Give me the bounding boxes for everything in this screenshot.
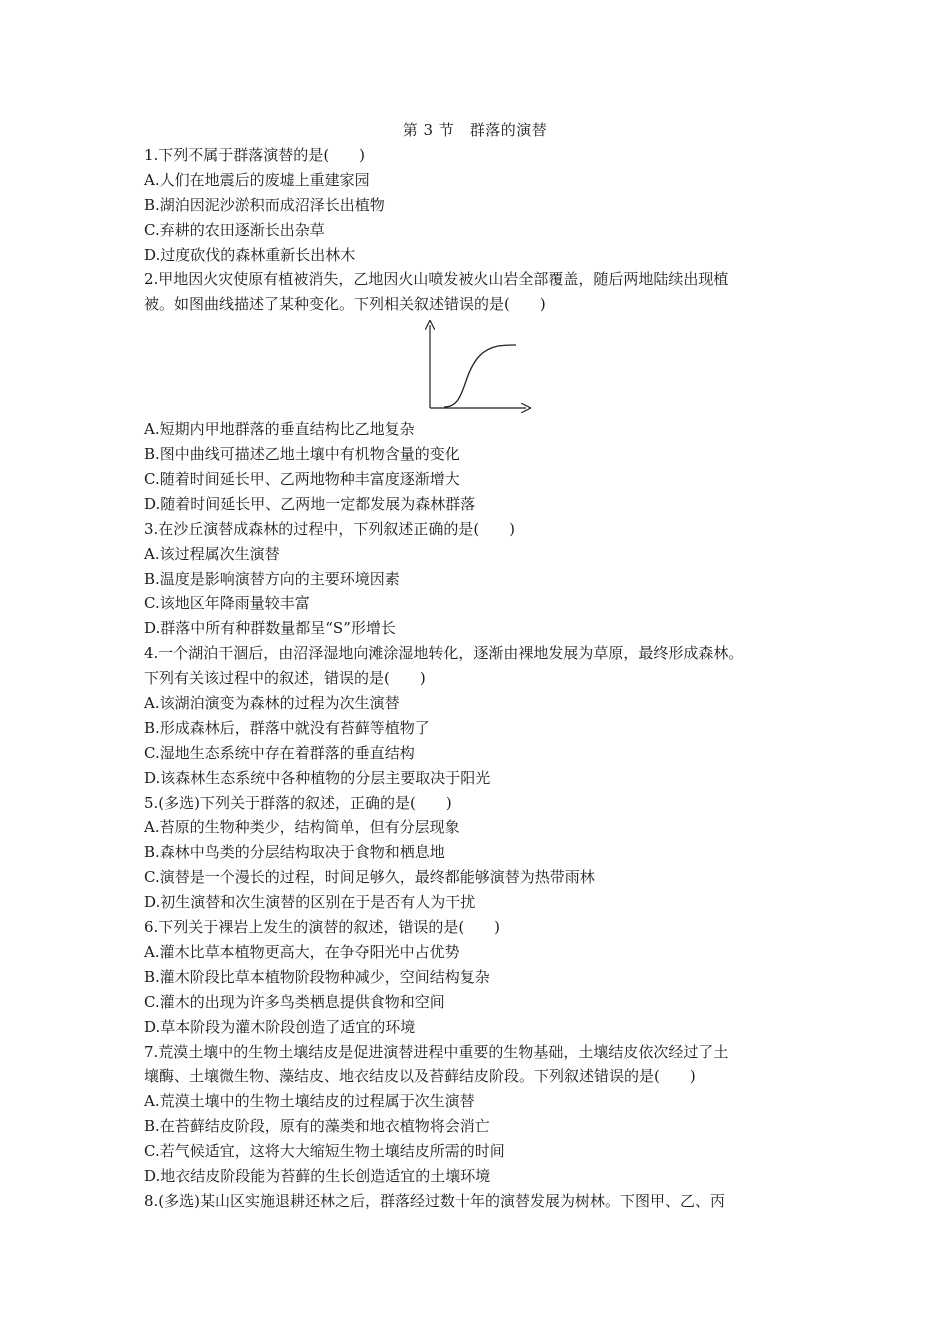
question-6-option-c: C.灌木的出现为许多鸟类栖息提供食物和空间 [144, 992, 445, 1011]
question-1-option-d: D.过度砍伐的森林重新长出林木 [144, 245, 356, 264]
question-2-stem-line-2: 被。如图曲线描述了某种变化。下列相关叙述错误的是( ) [144, 295, 546, 314]
question-5-option-c: C.演替是一个漫长的过程，时间足够久，最终都能够演替为热带雨林 [144, 868, 595, 887]
question-2-stem-line-1: 2.甲地因火灾使原有植被消失，乙地因火山喷发被火山岩全部覆盖，随后两地陆续出现植 [144, 270, 729, 289]
question-6-option-a: A.灌木比草本植物更高大，在争夺阳光中占优势 [144, 942, 460, 961]
question-4-option-c: C.湿地生态系统中存在着群落的垂直结构 [144, 743, 415, 762]
s-shaped-curve [444, 345, 516, 407]
question-3-option-a: A.该过程属次生演替 [144, 544, 280, 563]
question-list [144, 143, 824, 1214]
question-3-option-b: B.温度是影响演替方向的主要环境因素 [144, 569, 400, 588]
question-4-option-b: B.形成森林后，群落中就没有苔藓等植物了 [144, 718, 430, 737]
question-5-stem: 5.(多选)下列关于群落的叙述，正确的是( ) [144, 793, 452, 812]
question-7-option-a: A.荒漠土壤中的生物土壤结皮的过程属于次生演替 [144, 1092, 475, 1111]
question-5-option-b: B.森林中鸟类的分层结构取决于食物和栖息地 [144, 843, 445, 862]
question-4-stem-line-1: 4.一个湖泊干涸后，由沼泽湿地向滩涂湿地转化，逐渐由裸地发展为草原，最终形成森林。 [144, 644, 744, 663]
question-4-option-d: D.该森林生态系统中各种植物的分层主要取决于阳光 [144, 768, 491, 787]
question-7-option-c: C.若气候适宜，这将大大缩短生物土壤结皮所需的时间 [144, 1142, 505, 1161]
question-8-stem: 8.(多选)某山区实施退耕还林之后，群落经过数十年的演替发展为树林。下图甲、乙、丙 [144, 1191, 726, 1210]
question-1-option-a: A.人们在地震后的废墟上重建家园 [144, 170, 370, 189]
question-6-option-d: D.草本阶段为灌木阶段创造了适宜的环境 [144, 1017, 416, 1036]
question-1-option-b: B.湖泊因泥沙淤积而成沼泽长出植物 [144, 195, 385, 214]
question-7-option-d: D.地衣结皮阶段能为苔藓的生长创造适宜的土壤环境 [144, 1166, 491, 1185]
question-2-figure [144, 317, 824, 417]
section-title: 第 3 节 群落的演替 [402, 121, 548, 139]
question-4-option-a: A.该湖泊演变为森林的过程为次生演替 [144, 694, 400, 713]
question-2-option-a: A.短期内甲地群落的垂直结构比乙地复杂 [144, 420, 415, 439]
question-7-option-b: B.在苔藓结皮阶段，原有的藻类和地衣植物将会消亡 [144, 1117, 490, 1136]
question-5-option-a: A.苔原的生物种类少，结构简单，但有分层现象 [144, 818, 460, 837]
question-2-option-d: D.随着时间延长甲、乙两地一定都发展为森林群落 [144, 494, 476, 513]
question-3-option-d: D.群落中所有种群数量都呈“S”形增长 [144, 619, 396, 638]
question-7-stem-line-1: 7.荒漠土壤中的生物土壤结皮是促进演替进程中重要的生物基础，土壤结皮依次经过了土 [144, 1042, 729, 1061]
question-6-stem: 6.下列关于裸岩上发生的演替的叙述，错误的是( ) [144, 918, 501, 937]
question-3-option-c: C.该地区年降雨量较丰富 [144, 594, 310, 613]
question-2-option-c: C.随着时间延长甲、乙两地物种丰富度逐渐增大 [144, 470, 460, 489]
sigmoid-curve-graph [424, 319, 534, 415]
question-2-option-b: B.图中曲线可描述乙地土壤中有机物含量的变化 [144, 445, 460, 464]
question-3-stem: 3.在沙丘演替成森林的过程中，下列叙述正确的是( ) [144, 519, 516, 538]
question-4-stem-line-2: 下列有关该过程中的叙述，错误的是( ) [144, 669, 426, 688]
question-1-option-c: C.弃耕的农田逐渐长出杂草 [144, 220, 325, 239]
question-5-option-d: D.初生演替和次生演替的区别在于是否有人为干扰 [144, 893, 476, 912]
question-1-stem: 1.下列不属于群落演替的是( ) [144, 146, 366, 164]
question-6-option-b: B.灌木阶段比草本植物阶段物种减少，空间结构复杂 [144, 967, 490, 986]
question-7-stem-line-2: 壤酶、土壤微生物、藻结皮、地衣结皮以及苔藓结皮阶段。下列叙述错误的是( ) [144, 1067, 696, 1086]
